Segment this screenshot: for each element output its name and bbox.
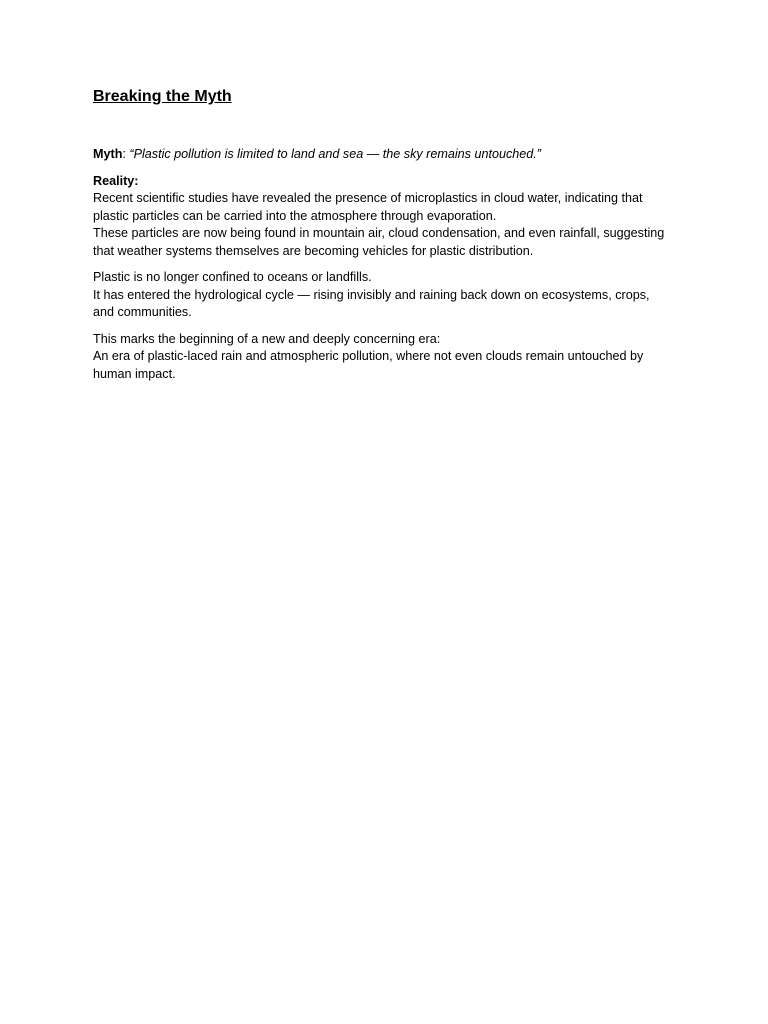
era-line-2: An era of plastic-laced rain and atmospheric pollution, where not even clouds remain untouched by human impact. [93,349,644,381]
document-title: Breaking the Myth [93,88,232,105]
reality-line-2: These particles are now being found in mountain air, cloud condensation, and even rainfall, suggesting that weather systems themselves are becoming vehicles for plastic distribution. [93,226,665,258]
myth-quote: “Plastic pollution is limited to land and sea — the sky remains untouched.” [129,147,541,161]
myth-label: Myth [93,147,123,161]
document-body [93,86,673,392]
confinement-paragraph [93,269,673,322]
myth-separator: : [122,147,130,161]
confinement-line-1: Plastic is no longer confined to oceans or landfills. [93,270,372,284]
era-line-1: This marks the beginning of a new and deeply concerning era: [93,331,441,346]
era-paragraph [93,331,673,384]
reality-label: Reality: [93,173,139,188]
confinement-line-2: It has entered the hydrological cycle — rising invisibly and raining back down on ecosystems, crops, and communities. [93,287,650,319]
reality-line-1: Recent scientific studies have revealed the presence of microplastics in cloud water, indicating that plastic particles can be carried into the atmosphere through evaporation. [93,191,643,223]
reality-paragraph [93,173,673,261]
myth-paragraph [93,146,673,164]
